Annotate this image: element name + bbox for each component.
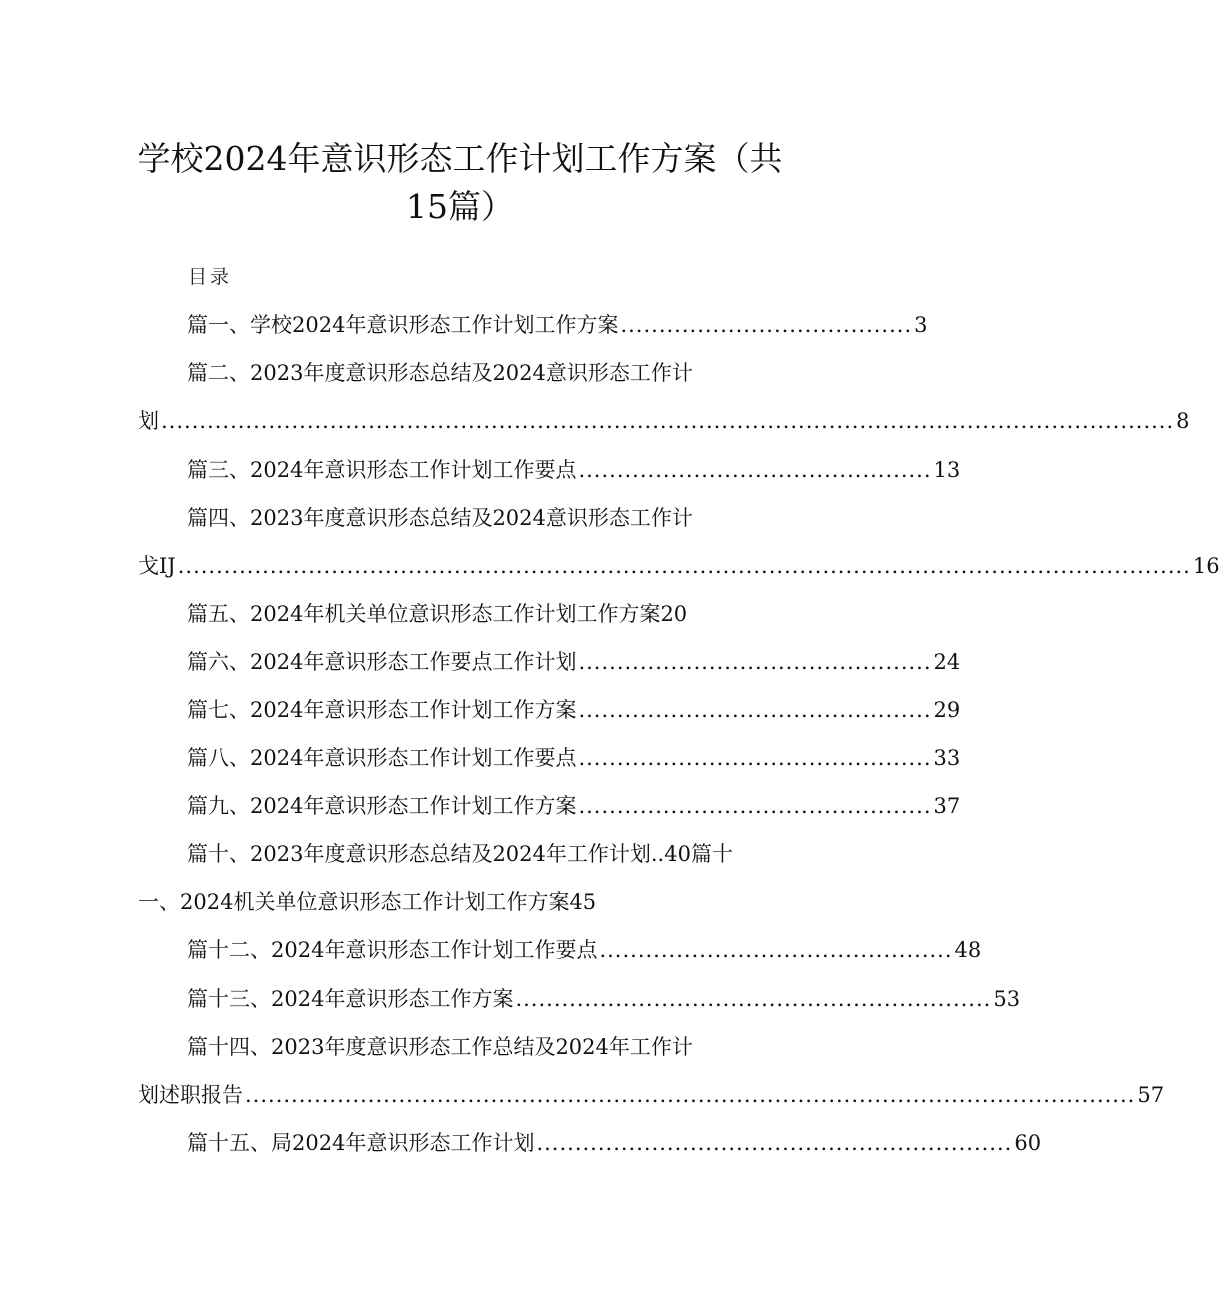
toc-leader-dots: ....................................................................................................................: [245, 1083, 1136, 1107]
toc-entry-2[interactable]: [187, 358, 693, 388]
toc-leader-dots: ..............................................................: [515, 987, 992, 1011]
title-line-1: 学校2024年意识形态工作计划工作方案（共: [137, 139, 783, 178]
toc-page-number: 29: [933, 698, 961, 722]
toc-entry-title: 篇十五、局2024年意识形态工作计划: [187, 1131, 535, 1155]
toc-leader-dots: ....................................................................................................................................: [161, 409, 1175, 433]
toc-leader-dots: ..............................................: [578, 746, 932, 770]
toc-leader-dots: ..............................................: [578, 698, 932, 722]
toc-page-number: 53: [993, 987, 1021, 1011]
toc-leader-dots: ......................................: [620, 313, 913, 337]
toc-entry-title: 戈IJ: [138, 554, 176, 578]
toc-page-number: 60: [1014, 1131, 1042, 1155]
toc-entry-10[interactable]: [187, 839, 733, 869]
toc-entry-14-cont[interactable]: [138, 1080, 1165, 1110]
toc-page-number: 37: [933, 794, 961, 818]
toc-entry-15[interactable]: [187, 1128, 1042, 1158]
toc-entry-title: 篇十三、2024年意识形态工作方案: [187, 987, 514, 1011]
toc-page-number: 33: [933, 746, 961, 770]
toc-entry-9[interactable]: [187, 791, 961, 821]
toc-entry-12[interactable]: [187, 935, 982, 965]
toc-leader-dots: ..............................................: [578, 794, 932, 818]
toc-entry-3[interactable]: [187, 455, 961, 485]
toc-leader-dots: ..............................................: [578, 650, 932, 674]
toc-entry-title: 篇六、2024年意识形态工作要点工作计划: [187, 650, 577, 674]
toc-entry-8[interactable]: [187, 743, 961, 773]
toc-entry-title: 划述职报告: [138, 1083, 243, 1107]
toc-entry-1[interactable]: [187, 310, 928, 340]
toc-entry-title: 篇一、学校2024年意识形态工作计划工作方案: [187, 313, 619, 337]
toc-entry-title: 篇四、2023年度意识形态总结及2024意识形态工作计: [187, 506, 693, 530]
toc-entry-7[interactable]: [187, 695, 961, 725]
toc-page-number: 13: [933, 458, 961, 482]
toc-entry-title: 篇九、2024年意识形态工作计划工作方案: [187, 794, 577, 818]
toc-entry-11[interactable]: [138, 887, 596, 917]
toc-page-number: 24: [933, 650, 961, 674]
toc-heading: 目录: [188, 266, 233, 288]
toc-page-number: 57: [1137, 1083, 1165, 1107]
toc-page-number: 16: [1192, 554, 1220, 578]
toc-entry-title: 篇五、2024年机关单位意识形态工作计划工作方案20: [187, 602, 688, 626]
toc-entry-2-cont[interactable]: [138, 406, 1190, 436]
toc-entry-title: 篇三、2024年意识形态工作计划工作要点: [187, 458, 577, 482]
toc-leader-dots: ....................................................................................................................................: [177, 554, 1191, 578]
title-line-2: 15篇）: [406, 187, 514, 226]
toc-entry-title: 篇八、2024年意识形态工作计划工作要点: [187, 746, 577, 770]
toc-leader-dots: ..............................................: [599, 938, 953, 962]
toc-page-number: 3: [914, 313, 928, 337]
toc-entry-title: 篇七、2024年意识形态工作计划工作方案: [187, 698, 577, 722]
toc-entry-title: 篇二、2023年度意识形态总结及2024意识形态工作计: [187, 361, 693, 385]
toc-entry-title: 一、2024机关单位意识形态工作计划工作方案45: [138, 890, 597, 914]
toc-page-number: 48: [954, 938, 982, 962]
toc-entry-13[interactable]: [187, 984, 1021, 1014]
toc-entry-4-cont[interactable]: [138, 551, 1220, 581]
toc-entry-5[interactable]: [187, 599, 687, 629]
toc-leader-dots: ..............................................: [578, 458, 932, 482]
toc-entry-6[interactable]: [187, 647, 961, 677]
toc-leader-dots: ..............................................................: [536, 1131, 1013, 1155]
toc-entry-4[interactable]: [187, 503, 693, 533]
toc-entry-title: 篇十四、2023年度意识形态工作总结及2024年工作计: [187, 1035, 693, 1059]
toc-entry-title: 划: [138, 409, 159, 433]
toc-entry-14[interactable]: [187, 1032, 693, 1062]
toc-page-number: 8: [1176, 409, 1190, 433]
toc-entry-title: 篇十二、2024年意识形态工作计划工作要点: [187, 938, 598, 962]
toc-entry-title: 篇十、2023年度意识形态总结及2024年工作计划..40篇十: [187, 842, 733, 866]
